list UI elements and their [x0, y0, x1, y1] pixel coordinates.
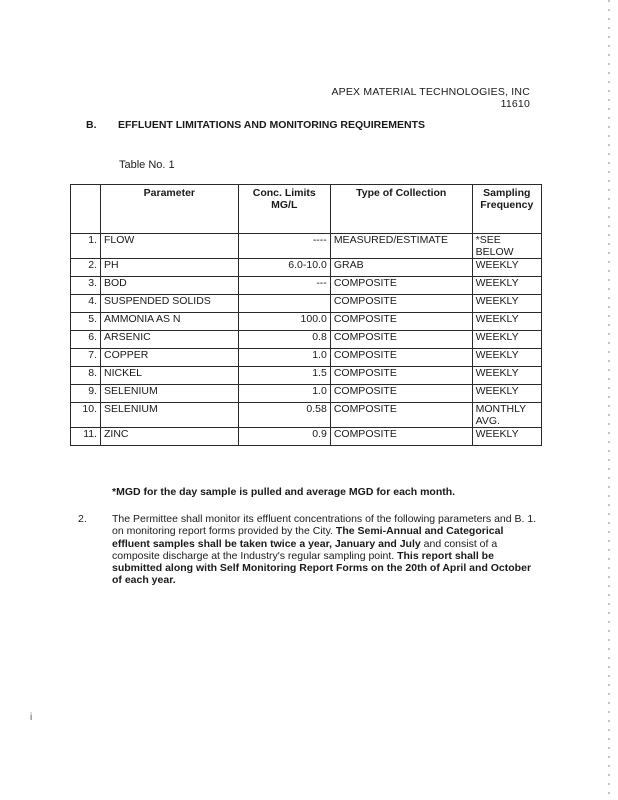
footnote: *MGD for the day sample is pulled and average MGD for each month. — [112, 486, 456, 498]
effluent-limits-table — [70, 184, 542, 446]
scan-edge-artifact — [608, 0, 610, 800]
table-row — [71, 259, 542, 277]
page-header — [331, 86, 530, 110]
cell-param: COPPER — [101, 349, 239, 367]
cell-no: 4. — [71, 295, 101, 313]
cell-param: FLOW — [101, 234, 239, 259]
cell-type: COMPOSITE — [330, 331, 472, 349]
cell-param: AMMONIA AS N — [101, 313, 239, 331]
cell-no: 9. — [71, 385, 101, 403]
table-row — [71, 367, 542, 385]
cell-no: 3. — [71, 277, 101, 295]
section-letter: B. — [86, 119, 97, 131]
margin-mark: i — [30, 712, 33, 723]
cell-freq: MONTHLY AVG. — [472, 403, 541, 428]
cell-type: GRAB — [330, 259, 472, 277]
cell-type: COMPOSITE — [330, 385, 472, 403]
header-conc-limits: Conc. Limits MG/L — [238, 185, 330, 234]
cell-freq: WEEKLY — [472, 349, 541, 367]
paragraph-text-bold-2: This report shall be submitted along with Self Monitoring Report Forms on the 20th of April and October of each year. — [112, 549, 532, 587]
cell-type: COMPOSITE — [330, 277, 472, 295]
cell-freq: WEEKLY — [472, 313, 541, 331]
cell-freq: WEEKLY — [472, 385, 541, 403]
paragraph-number: 2. — [78, 513, 87, 525]
cell-param: BOD — [101, 277, 239, 295]
cell-conc — [238, 295, 330, 313]
table-row — [71, 403, 542, 428]
table-row — [71, 349, 542, 367]
header-parameter: Parameter — [101, 185, 239, 234]
header-type-of-collection: Type of Collection — [330, 185, 472, 234]
cell-conc: 1.5 — [238, 367, 330, 385]
table-row — [71, 277, 542, 295]
cell-conc: 6.0-10.0 — [238, 259, 330, 277]
cell-param: SELENIUM — [101, 385, 239, 403]
cell-type: COMPOSITE — [330, 367, 472, 385]
cell-no: 11. — [71, 428, 101, 446]
cell-freq: WEEKLY — [472, 295, 541, 313]
cell-param: NICKEL — [101, 367, 239, 385]
cell-conc: 100.0 — [238, 313, 330, 331]
cell-conc: --- — [238, 277, 330, 295]
table-row — [71, 428, 542, 446]
paragraph-2 — [78, 513, 538, 587]
cell-no: 5. — [71, 313, 101, 331]
cell-param: ARSENIC — [101, 331, 239, 349]
section-title: EFFLUENT LIMITATIONS AND MONITORING REQUIREMENTS — [118, 119, 426, 131]
cell-type: COMPOSITE — [330, 403, 472, 428]
cell-param: SUSPENDED SOLIDS — [101, 295, 239, 313]
table-row — [71, 385, 542, 403]
paragraph-text-bold-1: The Semi-Annual and Categorical effluent samples shall be taken twice a year, January and July — [112, 525, 504, 550]
table-row — [71, 313, 542, 331]
table-row — [71, 295, 542, 313]
cell-freq: WEEKLY — [472, 277, 541, 295]
cell-no: 10. — [71, 403, 101, 428]
cell-freq: WEEKLY — [472, 331, 541, 349]
cell-type: COMPOSITE — [330, 313, 472, 331]
table-row — [71, 234, 542, 259]
cell-freq: WEEKLY — [472, 259, 541, 277]
paragraph-text — [112, 513, 538, 587]
cell-type: MEASURED/ESTIMATE — [330, 234, 472, 259]
cell-conc: 0.8 — [238, 331, 330, 349]
paragraph-text-normal-2: and consist of a composite discharge at the Industry's regular sampling point. — [112, 537, 498, 562]
header-sampling-frequency: Sampling Frequency — [472, 185, 541, 234]
cell-type: COMPOSITE — [330, 428, 472, 446]
cell-param: SELENIUM — [101, 403, 239, 428]
document-code: 11610 — [500, 98, 530, 110]
cell-no: 7. — [71, 349, 101, 367]
cell-no: 1. — [71, 234, 101, 259]
cell-no: 8. — [71, 367, 101, 385]
table-name: Table No. 1 — [119, 159, 175, 171]
cell-param: ZINC — [101, 428, 239, 446]
cell-no: 2. — [71, 259, 101, 277]
section-heading — [86, 119, 425, 131]
paragraph-text-normal: The Permittee shall monitor its effluent concentrations of the following parameters and B. 1. on monitoring report forms provided by the City. — [112, 513, 537, 538]
header-number — [71, 185, 101, 234]
table-header-row — [71, 185, 542, 234]
cell-freq: *SEE BELOW — [472, 234, 541, 259]
cell-conc: 0.58 — [238, 403, 330, 428]
cell-freq: WEEKLY — [472, 428, 541, 446]
cell-no: 6. — [71, 331, 101, 349]
company-name: APEX MATERIAL TECHNOLOGIES, INC — [331, 86, 530, 98]
cell-type: COMPOSITE — [330, 295, 472, 313]
cell-conc: 1.0 — [238, 385, 330, 403]
cell-freq: WEEKLY — [472, 367, 541, 385]
cell-param: PH — [101, 259, 239, 277]
cell-conc: ---- — [238, 234, 330, 259]
cell-conc: 1.0 — [238, 349, 330, 367]
cell-conc: 0.9 — [238, 428, 330, 446]
table-row — [71, 331, 542, 349]
cell-type: COMPOSITE — [330, 349, 472, 367]
